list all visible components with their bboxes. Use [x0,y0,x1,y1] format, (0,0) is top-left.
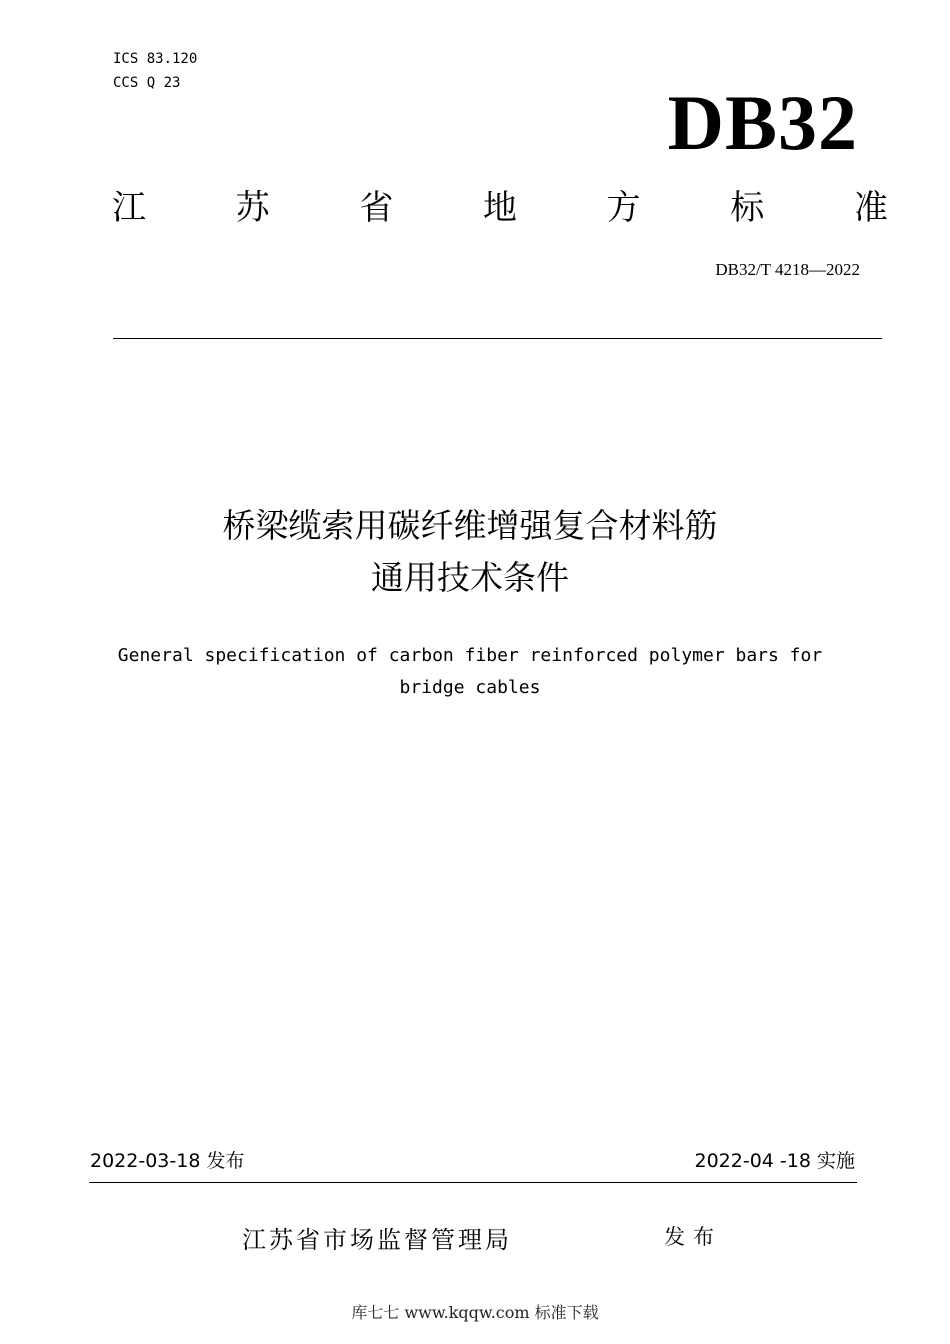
standard-type-char: 准 [853,188,888,228]
header-divider [113,338,882,339]
issuer-action: 发布 [664,1225,722,1249]
ics-code: ICS 83.120 [113,51,198,67]
title-english-line: bridge cables [399,677,541,698]
standard-type-char: 苏 [235,188,270,228]
title-chinese [0,500,940,604]
db32-logo: DB32 [667,79,858,166]
title-english-line: General specification of carbon fiber reinforced polymer bars for [117,645,823,666]
title-english [90,640,850,704]
implementation-date: 2022-04 -18 实施 [694,1150,855,1172]
ccs-code: CCS Q 23 [113,75,181,91]
standard-number: DB32/T 4218—2022 [715,260,860,279]
title-chinese-line: 桥梁缆索用碳纤维增强复合材料筋 [222,506,718,545]
standard-type-char: 省 [359,188,394,228]
standard-type-char: 江 [112,188,146,228]
standard-type-char: 地 [482,188,517,228]
footer-divider [89,1182,857,1183]
title-chinese-line: 通用技术条件 [371,558,569,597]
standard-type-char: 方 [606,188,641,228]
issue-date: 2022-03-18 发布 [90,1150,245,1172]
standard-type-char: 标 [730,188,765,228]
watermark-text: 库七七 www.kqqw.com 标准下载 [351,1303,599,1322]
issuing-authority: 江苏省市场监督管理局 [242,1226,512,1254]
standard-type-heading [112,184,888,232]
